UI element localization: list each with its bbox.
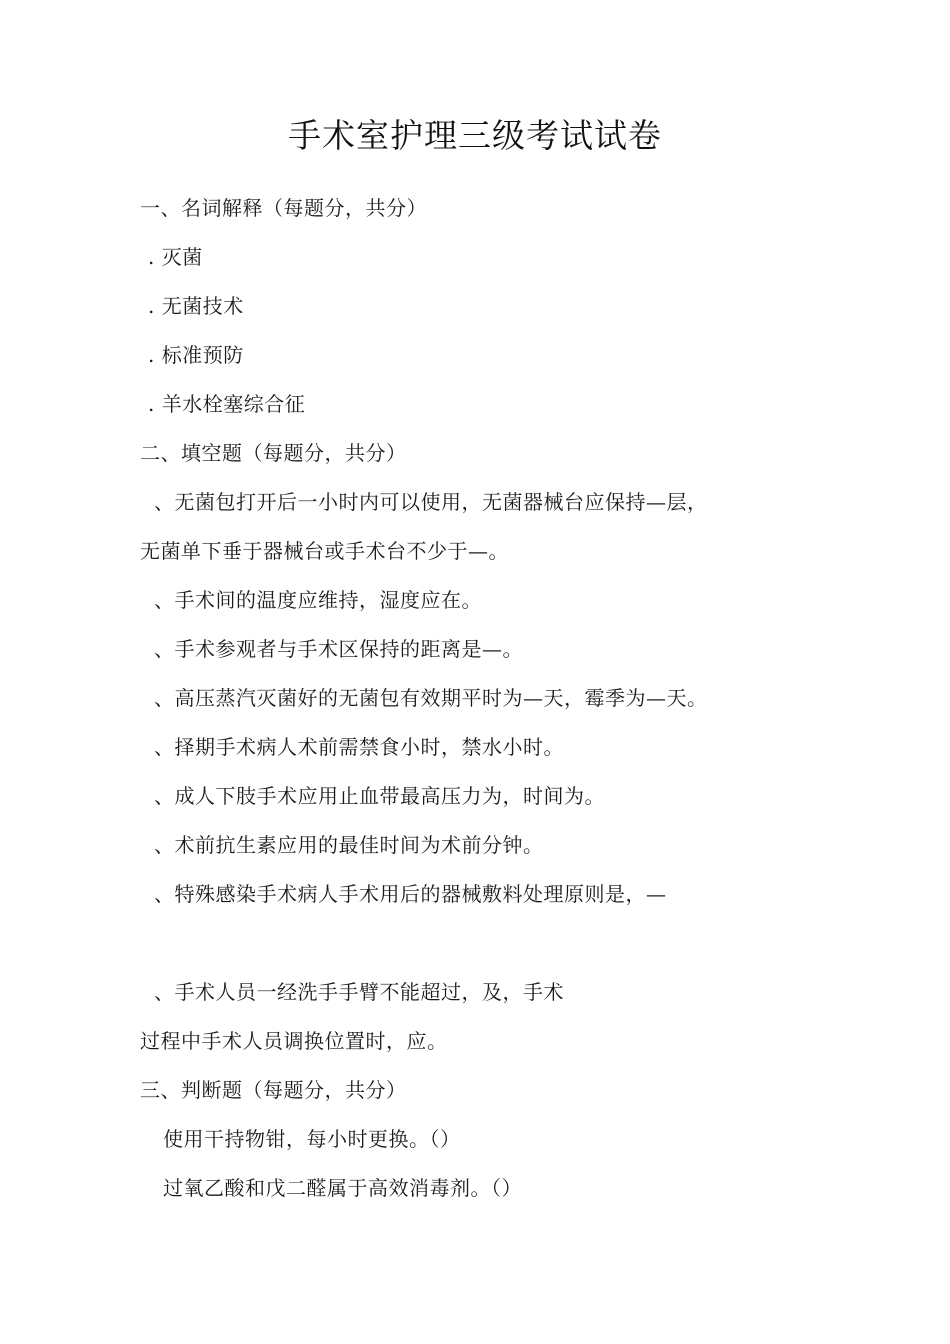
fill-blank-question: 、特殊感染手术病人手术用后的器械敷料处理原则是，— (154, 882, 667, 906)
fill-blank-question: 、成人下肢手术应用止血带最高压力为，时间为。 (154, 784, 605, 808)
fill-blank-question: 、术前抗生素应用的最佳时间为术前分钟。 (154, 833, 544, 857)
definition-item: . 标准预防 (148, 343, 244, 367)
fill-blank-question: 、择期手术病人术前需禁食小时，禁水小时。 (154, 735, 564, 759)
page-title: 手术室护理三级考试试卷 (288, 116, 662, 155)
section-heading-true-false: 三、判断题（每题分，共分） (140, 1078, 407, 1102)
true-false-question: 使用干持物钳，每小时更换。（） (163, 1127, 461, 1151)
definition-item: . 灭菌 (148, 245, 203, 269)
fill-blank-question: 、无菌包打开后一小时内可以使用，无菌器械台应保持—层， (154, 490, 708, 514)
fill-blank-question: 、手术间的温度应维持，湿度应在。 (154, 588, 482, 612)
section-heading-fill-blank: 二、填空题（每题分，共分） (140, 441, 407, 465)
fill-blank-question-continuation: 无菌单下垂于器械台或手术台不少于—。 (140, 539, 509, 563)
section-heading-definitions: 一、名词解释（每题分，共分） (140, 196, 427, 220)
fill-blank-question: 、手术人员一经洗手手臂不能超过，及，手术 (154, 980, 564, 1004)
fill-blank-question: 、高压蒸汽灭菌好的无菌包有效期平时为—天，霉季为—天。 (154, 686, 708, 710)
true-false-question: 过氧乙酸和戊二醛属于高效消毒剂。（） (163, 1176, 522, 1200)
definition-item: . 无菌技术 (148, 294, 244, 318)
definition-item: . 羊水栓塞综合征 (148, 392, 306, 416)
fill-blank-question-continuation: 过程中手术人员调换位置时，应。 (140, 1029, 448, 1053)
fill-blank-question: 、手术参观者与手术区保持的距离是—。 (154, 637, 523, 661)
